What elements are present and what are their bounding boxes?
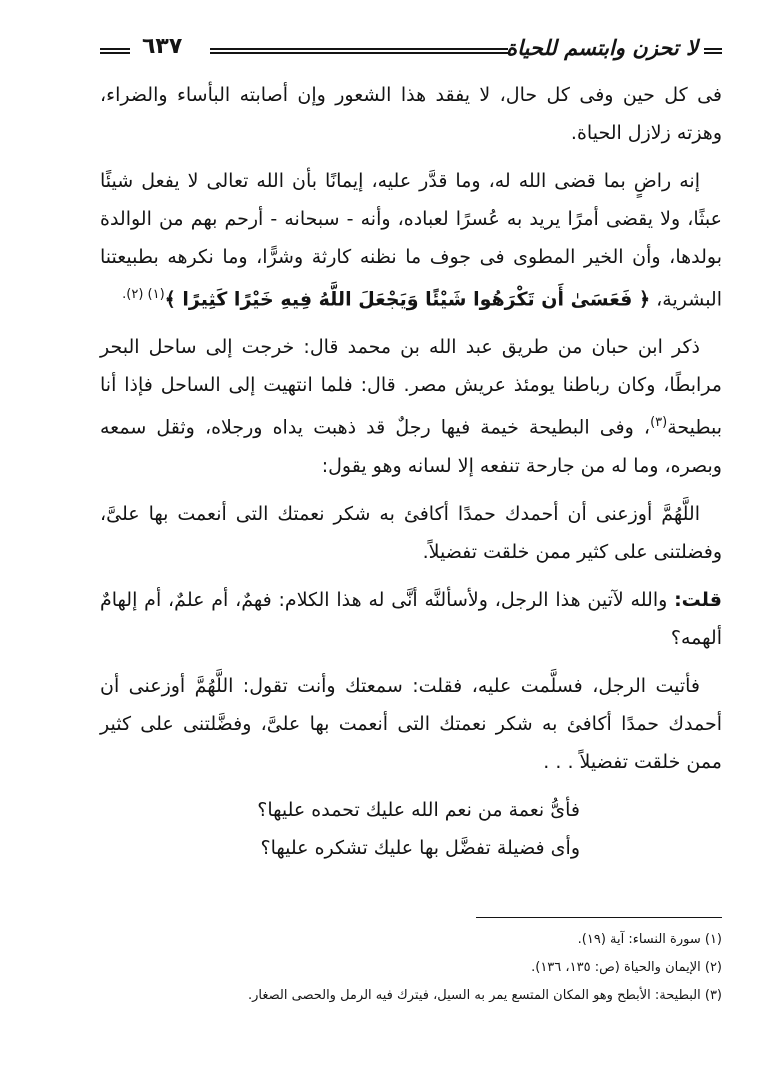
footnote-2: (٢) الإيمان والحياة (ص: ١٣٥، ١٣٦).	[531, 960, 722, 975]
footnotes	[100, 926, 722, 1010]
paragraph-2-text: إنه راضٍ بما قضى الله له، وما قدَّر عليه، إيمانًا بأن الله تعالى لا يفعل شيئًا عبثًا، ولا يقضى أمرًا يريد به عُسرًا لعباده، وأنه - سبحانه - أرحم بهم من الوالدة بولدها، وأن الخير المطوى فى جوف ما نظنه كارثة وشرًّا، وما نكرهه بطبيعتنا البشرية،	[100, 170, 722, 311]
header-rule-right	[704, 48, 722, 54]
qultu-label: قلت:	[674, 588, 722, 611]
paragraph-2	[100, 162, 722, 318]
page-number: ٦٣٧	[142, 34, 183, 59]
quran-verse: ﴿ فَعَسَىٰ أَن تَكْرَهُوا شَيْئًا وَيَجْعَلَ اللَّهُ فِيهِ خَيْرًا كَثِيرًا ﴾	[164, 288, 651, 311]
paragraph-3	[100, 328, 722, 484]
footnote-1: (١) سورة النساء: آية (١٩).	[577, 932, 722, 947]
paragraph-4-supplication: اللَّهُمَّ أوزعنى أن أحمدك حمدًا أكافئ به شكر نعمتك التى أنعمت بها علىَّ، وفضلتنى على كثير ممن خلقت تفضيلاً.	[100, 502, 722, 563]
paragraph-6: فأتيت الرجل، فسلَّمت عليه، فقلت: سمعتك وأنت تقول: اللَّهُمَّ أوزعنى أن أحمدك حمدًا أكافئ به شكر نعمتك التى أنعمت بها علىَّ، وفضَّلتنى على كثير ممن خلقت تفضيلاً . . .	[100, 674, 722, 773]
paragraph-5-text: والله لآتين هذا الرجل، ولأسألنَّه أنَّى له هذا الكلام: فهمٌ، أم علمٌ، أم إلهامٌ ألهمه؟	[100, 588, 722, 649]
header-rule-left	[100, 48, 130, 54]
paragraph-3-text-b: ، وفى البطيحة خيمة فيها رجلٌ قد ذهبت يداه ورجلاه، وثقل سمعه وبصره، وما له من جارحة تنفعه إلا لسانه وهو يقول:	[100, 416, 722, 477]
running-title: لا تحزن وابتسم للحياة	[506, 36, 698, 60]
body-text	[100, 76, 722, 867]
footnote-refs-1-2: (١) (٢).	[122, 287, 165, 302]
header-rule-middle	[210, 48, 508, 54]
verse-line-1: فأىُّ نعمة من نعم الله عليك تحمده عليها؟	[257, 798, 580, 821]
paragraph-5	[100, 581, 722, 657]
page-header	[100, 36, 722, 70]
paragraph-3-text-a: ذكر ابن حبان من طريق عبد الله بن محمد قال: خرجت إلى ساحل البحر مرابطًا، وكان رباطنا يومئذ عريش مصر. قال: فلما انتهيت إلى الساحل فإذا أنا ببطيحة	[100, 336, 722, 439]
footnote-ref-3: (٣)	[650, 415, 668, 431]
footnote-separator	[476, 917, 722, 918]
paragraph-1: فى كل حين وفى كل حال، لا يفقد هذا الشعور وإن أصابته البأساء والضراء، وهزته زلازل الحياة.	[100, 84, 722, 144]
verse-line-2: وأى فضيلة تفضَّل بها عليك تشكره عليها؟	[260, 836, 580, 859]
footnote-3: (٣) البطيحة: الأبطح وهو المكان المتسع يمر به السيل، فيترك فيه الرمل والحصى الصغار.	[247, 988, 722, 1003]
